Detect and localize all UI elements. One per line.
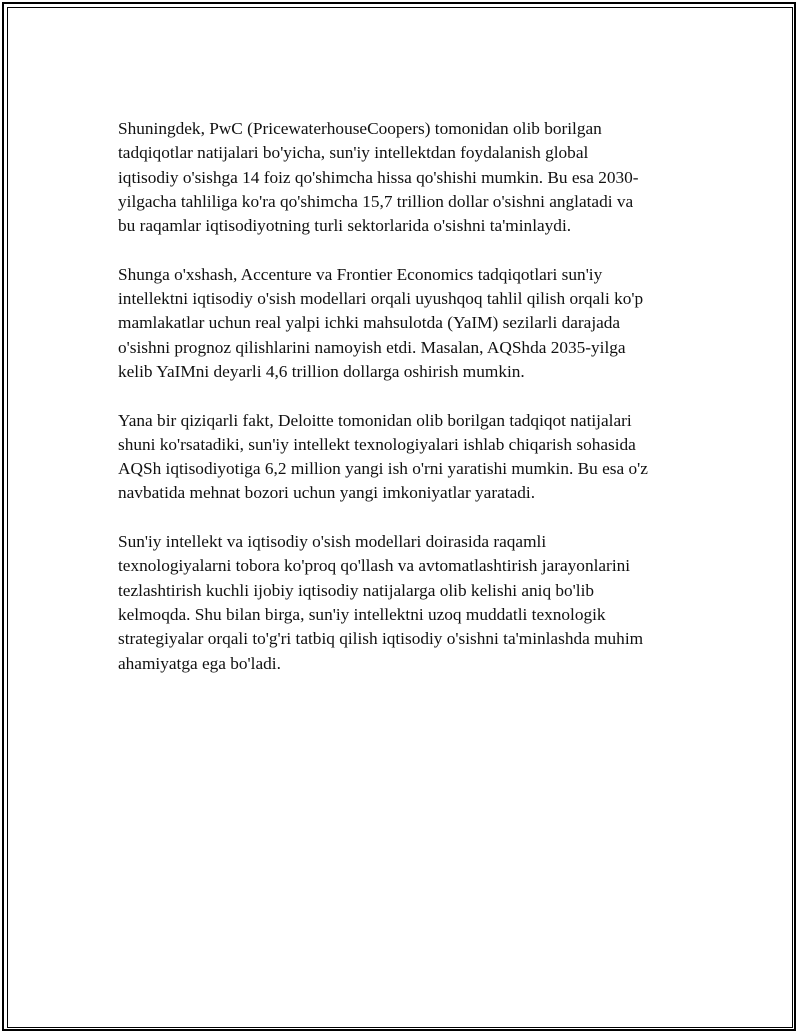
text-line: intellektni iqtisodiy o'sish modellari orqali uyushqoq tahlil qilish orqali ko'p xyxy=(118,289,644,309)
text-line: strategiyalar orqali to'g'ri tatbiq qilish iqtisodiy o'sishni ta'minlashda muhim xyxy=(118,629,644,649)
text-line: shuni ko'rsatadiki, sun'iy intellekt texnologiyalari ishlab chiqarish sohasida xyxy=(118,434,636,454)
text-line: Shunga o'xshash, Accenture va Frontier Economics tadqiqotlari sun'iy xyxy=(118,264,603,284)
text-line: navbatida mehnat bozori uchun yangi imkoniyatlar yaratadi. xyxy=(118,483,536,503)
text-line: iqtisodiy o'sishga 14 foiz qo'shimcha hissa qo'shishi mumkin. Bu esa 2030- xyxy=(118,167,639,187)
paragraph-accenture xyxy=(118,263,684,384)
text-line: kelib YaIMni deyarli 4,6 trillion dollarga oshirish mumkin. xyxy=(118,361,525,381)
text-line: tezlashtirish kuchli ijobiy iqtisodiy natijalarga olib kelishi aniq bo'lib xyxy=(118,580,595,600)
text-line: yilgacha tahliliga ko'ra qo'shimcha 15,7 trillion dollar o'sishni anglatadi va xyxy=(118,191,634,211)
text-line: texnologiyalarni tobora ko'proq qo'llash va avtomatlashtirish jarayonlarini xyxy=(118,556,631,576)
text-line: ahamiyatga ega bo'ladi. xyxy=(118,653,281,673)
text-line: Shuningdek, PwC (PricewaterhouseCoopers) tomonidan olib borilgan xyxy=(118,119,602,138)
paragraph-conclusion xyxy=(118,530,684,676)
text-line: kelmoqda. Shu bilan birga, sun'iy intellektni uzoq muddatli texnologik xyxy=(118,604,606,624)
text-line: AQSh iqtisodiyotiga 6,2 million yangi ish o'rni yaratishi mumkin. Bu esa o'z xyxy=(118,459,648,479)
text-line: bu raqamlar iqtisodiyotning turli sektorlarida o'sishni ta'minlaydi. xyxy=(118,216,572,236)
text-line: o'sishni prognoz qilishlarini namoyish etdi. Masalan, AQShda 2035-yilga xyxy=(118,337,626,357)
text-line: mamlakatlar uchun real yalpi ichki mahsulotda (YaIM) sezilarli darajada xyxy=(118,313,621,333)
text-line: tadqiqotlar natijalari bo'yicha, sun'iy intellektdan foydalanish global xyxy=(118,143,589,163)
document-body xyxy=(118,117,684,700)
text-line: Yana bir qiziqarli fakt, Deloitte tomonidan olib borilgan tadqiqot natijalari xyxy=(118,410,632,430)
paragraph-deloitte xyxy=(118,409,684,506)
text-line: Sun'iy intellekt va iqtisodiy o'sish modellari doirasida raqamli xyxy=(118,532,547,552)
paragraph-pwc xyxy=(118,117,684,238)
